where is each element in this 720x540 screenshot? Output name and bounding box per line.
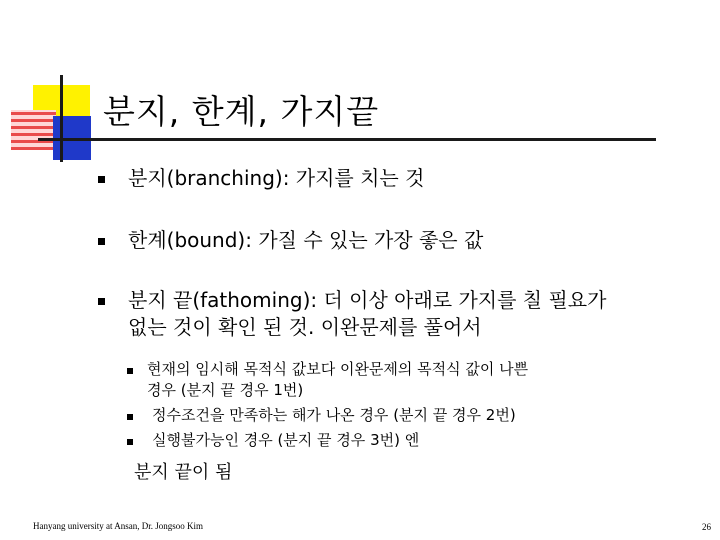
- bullet-bound: 한계(bound): 가질 수 있는 가장 좋은 값: [128, 228, 484, 252]
- bullet-fathoming-line1: 분지 끝(fathoming): 더 이상 아래로 가지를 칠 필요가: [128, 288, 607, 312]
- bullet-branching: 분지(branching): 가지를 치는 것: [128, 166, 425, 190]
- bullet-fathoming-line2: 없는 것이 확인 된 것. 이완문제를 풀어서: [128, 315, 482, 339]
- slide-title: 분지, 한계, 가지끝: [103, 92, 380, 131]
- bullet-marker: [98, 238, 105, 245]
- sub-bullet-marker: [127, 414, 133, 420]
- page-number: 26: [702, 522, 711, 532]
- title-underline: [38, 138, 656, 141]
- footer-text: Hanyang university at Ansan, Dr. Jongsoo Kim: [33, 521, 203, 531]
- sub-bullet-worse-line1: 현재의 임시해 목적식 값보다 이완문제의 목적식 값이 나쁜: [147, 360, 529, 378]
- sub-bullet-integer: 정수조건을 만족하는 해가 나온 경우 (분지 끝 경우 2번): [152, 406, 516, 424]
- sub-bullet-worse-line2: 경우 (분지 끝 경우 1번): [147, 381, 304, 399]
- sub-bullet-marker: [127, 439, 133, 445]
- sub-bullet-infeasible: 실행불가능인 경우 (분지 끝 경우 3번) 엔: [152, 431, 420, 449]
- decor-vertical-line: [60, 75, 63, 162]
- sub-bullet-marker: [127, 368, 133, 374]
- decor-pink-striped-square: [11, 110, 56, 150]
- bullet-marker: [98, 298, 105, 305]
- bullet-marker: [98, 176, 105, 183]
- closing-text: 분지 끝이 됨: [134, 462, 233, 483]
